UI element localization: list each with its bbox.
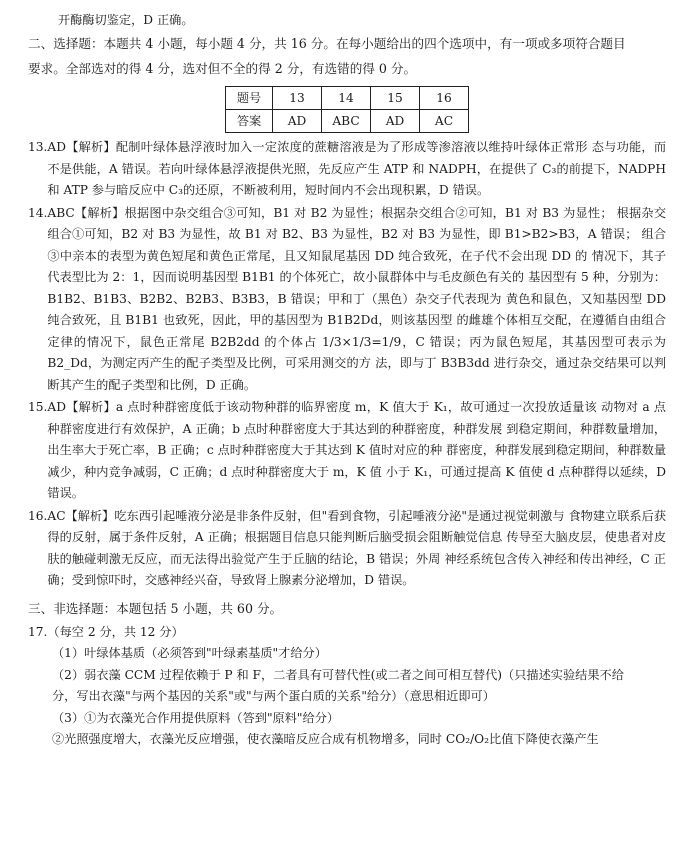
question-17-item-2-line2: 分，写出衣藻"与两个基因的关系"或"与两个蛋白质的关系"给分）（意思相近即可） — [52, 689, 495, 703]
answer-table-wrapper — [28, 86, 666, 133]
explanation-item-14 — [28, 203, 666, 397]
explanation-line: 传导至大脑皮层，使患者对皮肤的触碰刺激无反应，而无法得出验觉产生于丘脑的结论，B 错误；外周 — [47, 530, 667, 566]
table-row-question-numbers — [226, 87, 469, 110]
explanation-tag-15: AD【解析】 — [47, 400, 116, 414]
explanation-line: 情况下，其子代表型比为 2：1，因而说明基因型 B1B1 的个体死亡，故小鼠群体中与毛皮颜色有关的 — [47, 248, 667, 284]
explanation-line: 到稳定期间，种群数量增加，出生率大于死亡率，B 正确；c 点时种群密度大于其达到 K 值时对应的种 — [47, 421, 667, 457]
explanation-line: 根据图中杂交组合③可知，B1 对 B2 为显性；根据杂交组合②可知，B1 对 B3 为显性； — [124, 205, 613, 220]
question-17-item-2-line1: （2）弱衣藻 CCM 过程依赖于 P 和 F，二者具有可替代性(或二者之间可相互替代)（只描述实验结果不给 — [52, 667, 624, 682]
explanation-line: 错误。 — [377, 573, 415, 587]
explanation-number-16: 16. — [28, 508, 48, 523]
explanation-line: 食物建立联系后获得的反射，属于条件反射，A 正确；根据题目信息只能判断后脑受损会阻断触觉信息 — [47, 508, 667, 544]
explanation-line: 动物对 a 点种群密度进行有效保护，A 正确；b 点时种群密度大于其达到的种群密度，种群发展 — [47, 400, 666, 436]
explanation-tag-13: AD【解析】 — [47, 140, 116, 154]
section2-heading-line2: 要求。全部选对的得 4 分，选对但不全的得 2 分，有选错的得 0 分。 — [28, 61, 417, 76]
explanation-line: 法，即与丁 B3B3dd 进行杂交，通过杂交结果可以判断其产生的配子类型和比例，D 正确。 — [47, 356, 667, 392]
explanation-item-16 — [28, 506, 666, 592]
table-row-answers — [226, 110, 469, 133]
explanation-body-13 — [47, 137, 666, 202]
explanation-body-14 — [47, 203, 666, 397]
question-number-cell: 15 — [371, 87, 420, 110]
row-label-answer: 答案 — [226, 110, 273, 133]
question-number-cell: 13 — [273, 87, 322, 110]
question-17-item-3-line2: ②光照强度增大，衣藻光反应增强，使衣藻暗反应合成有机物增多，同时 CO₂/O₂比值下降使衣藻产生 — [52, 732, 599, 746]
explanation-line: a 点时种群密度低于该动物种群的临界密度 m，K 值大于 K₁，故可通过一次投放适量该 — [115, 400, 597, 414]
top-fragment-line: 开酶酶切鉴定，D 正确。 — [58, 13, 194, 27]
answer-cell: ABC — [322, 110, 371, 133]
explanation-number-13: 13. — [28, 140, 48, 154]
explanation-line: 根据杂交组合①可知，B2 对 B3 为显性，故 B1 对 B2、B3 为显性，B2 对 B3 为显性，即 B1>B2>B3，A 错误； — [47, 205, 667, 241]
explanation-item-15 — [28, 397, 666, 505]
question-17-item-1: （1）叶绿体基质（必须答到"叶绿素基质"才给分） — [52, 646, 327, 660]
explanation-line: 组合③中亲本的表型为黄色短尾和黄色正常尾，且又知鼠尾基因 DD 纯合致死，在子代不会出现 DD 的 — [47, 227, 667, 263]
explanation-tag-14: ABC【解析】 — [47, 205, 125, 220]
answer-table — [225, 86, 469, 133]
row-label-question: 题号 — [226, 87, 273, 110]
answer-cell: AD — [273, 110, 322, 133]
explanation-line: 神经系统包含传入神经和传出神经，C 正确；受到惊吓时，交感神经兴奋，导致肾上腺素分泌增加，D — [47, 551, 666, 587]
answer-cell: AC — [420, 110, 469, 133]
answer-cell: AD — [371, 110, 420, 133]
explanation-line: 小于 K₁，可通过提高 K 值使 d 点种群得以延续，D 错误。 — [47, 464, 666, 500]
explanation-line: 群密度，种群发展到稳定期间，种群数量减少，种内竞争减弱，C 正确；d 点时种群密度大于 m，K 值 — [47, 443, 667, 479]
section2-heading-line1: 二、选择题：本题共 4 小题，每小题 4 分，共 16 分。在每小题给出的四个选项中，有一项或多项符合题目 — [28, 36, 626, 51]
explanation-item-13 — [28, 137, 666, 202]
question-number-cell: 14 — [322, 87, 371, 110]
explanation-line: 配制叶绿体悬浮液时加入一定浓度的蔗糖溶液是为了形成等渗溶液以维持叶绿体正常形 — [115, 140, 588, 154]
explanation-line: 黄色和鼠色，又知基因型 DD 纯合致死，且 B1B1 也致死，因此，甲的基因型为 B1B2Dd，则该基因型 — [47, 291, 667, 327]
explanation-line: 的雌雄个体相互交配，在遵循自由组合定律的情况下，鼠色正常尾 B2B2dd 的个体占 1/3×1/3=1/9，C — [47, 313, 667, 349]
section3-heading: 三、非选择题：本题包括 5 小题，共 60 分。 — [28, 600, 283, 616]
explanation-line: 态与功能，而不是供能，A 错误。若向叶绿体悬浮液提供光照，先反应产生 ATP 和 NADPH，在提供了 — [47, 140, 667, 176]
question-number-cell: 16 — [420, 87, 469, 110]
explanation-line: 基因型有 5 种，分别为：B1B2、B1B3、B2B2、B2B3、B3B3，B 错误；甲和丁（黑色）杂交子代表现为 — [47, 270, 666, 306]
explanation-tag-16: AC【解析】 — [47, 508, 115, 523]
question-17-number: 17. — [28, 624, 48, 639]
explanation-line: 吃东西引起唾液分泌是非条件反射，但"看到食物，引起唾液分泌"是通过视觉刺激与 — [114, 508, 565, 523]
explanation-line: 错误；丙为鼠色短尾，其基因型可表示为 B2_Dd，为测定丙产生的配子类型及比例，可采用测交的方 — [47, 334, 666, 370]
explanation-number-14: 14. — [28, 205, 48, 220]
explanation-body-15 — [47, 397, 666, 505]
explanation-number-15: 15. — [28, 400, 48, 414]
question-17-header — [28, 622, 666, 644]
question-17-item-3-line1: （3）①为衣藻光合作用提供原料（答到"原料"给分） — [52, 710, 340, 725]
explanation-body-16 — [47, 506, 666, 592]
explanation-line: C₃的前提下，NADPH 和 ATP 参与暗反应中 C₃的还原，不断被利用，短时间内不会出现积累，D 错误。 — [47, 161, 667, 197]
question-17-score: （每空 2 分，共 12 分） — [47, 624, 184, 639]
